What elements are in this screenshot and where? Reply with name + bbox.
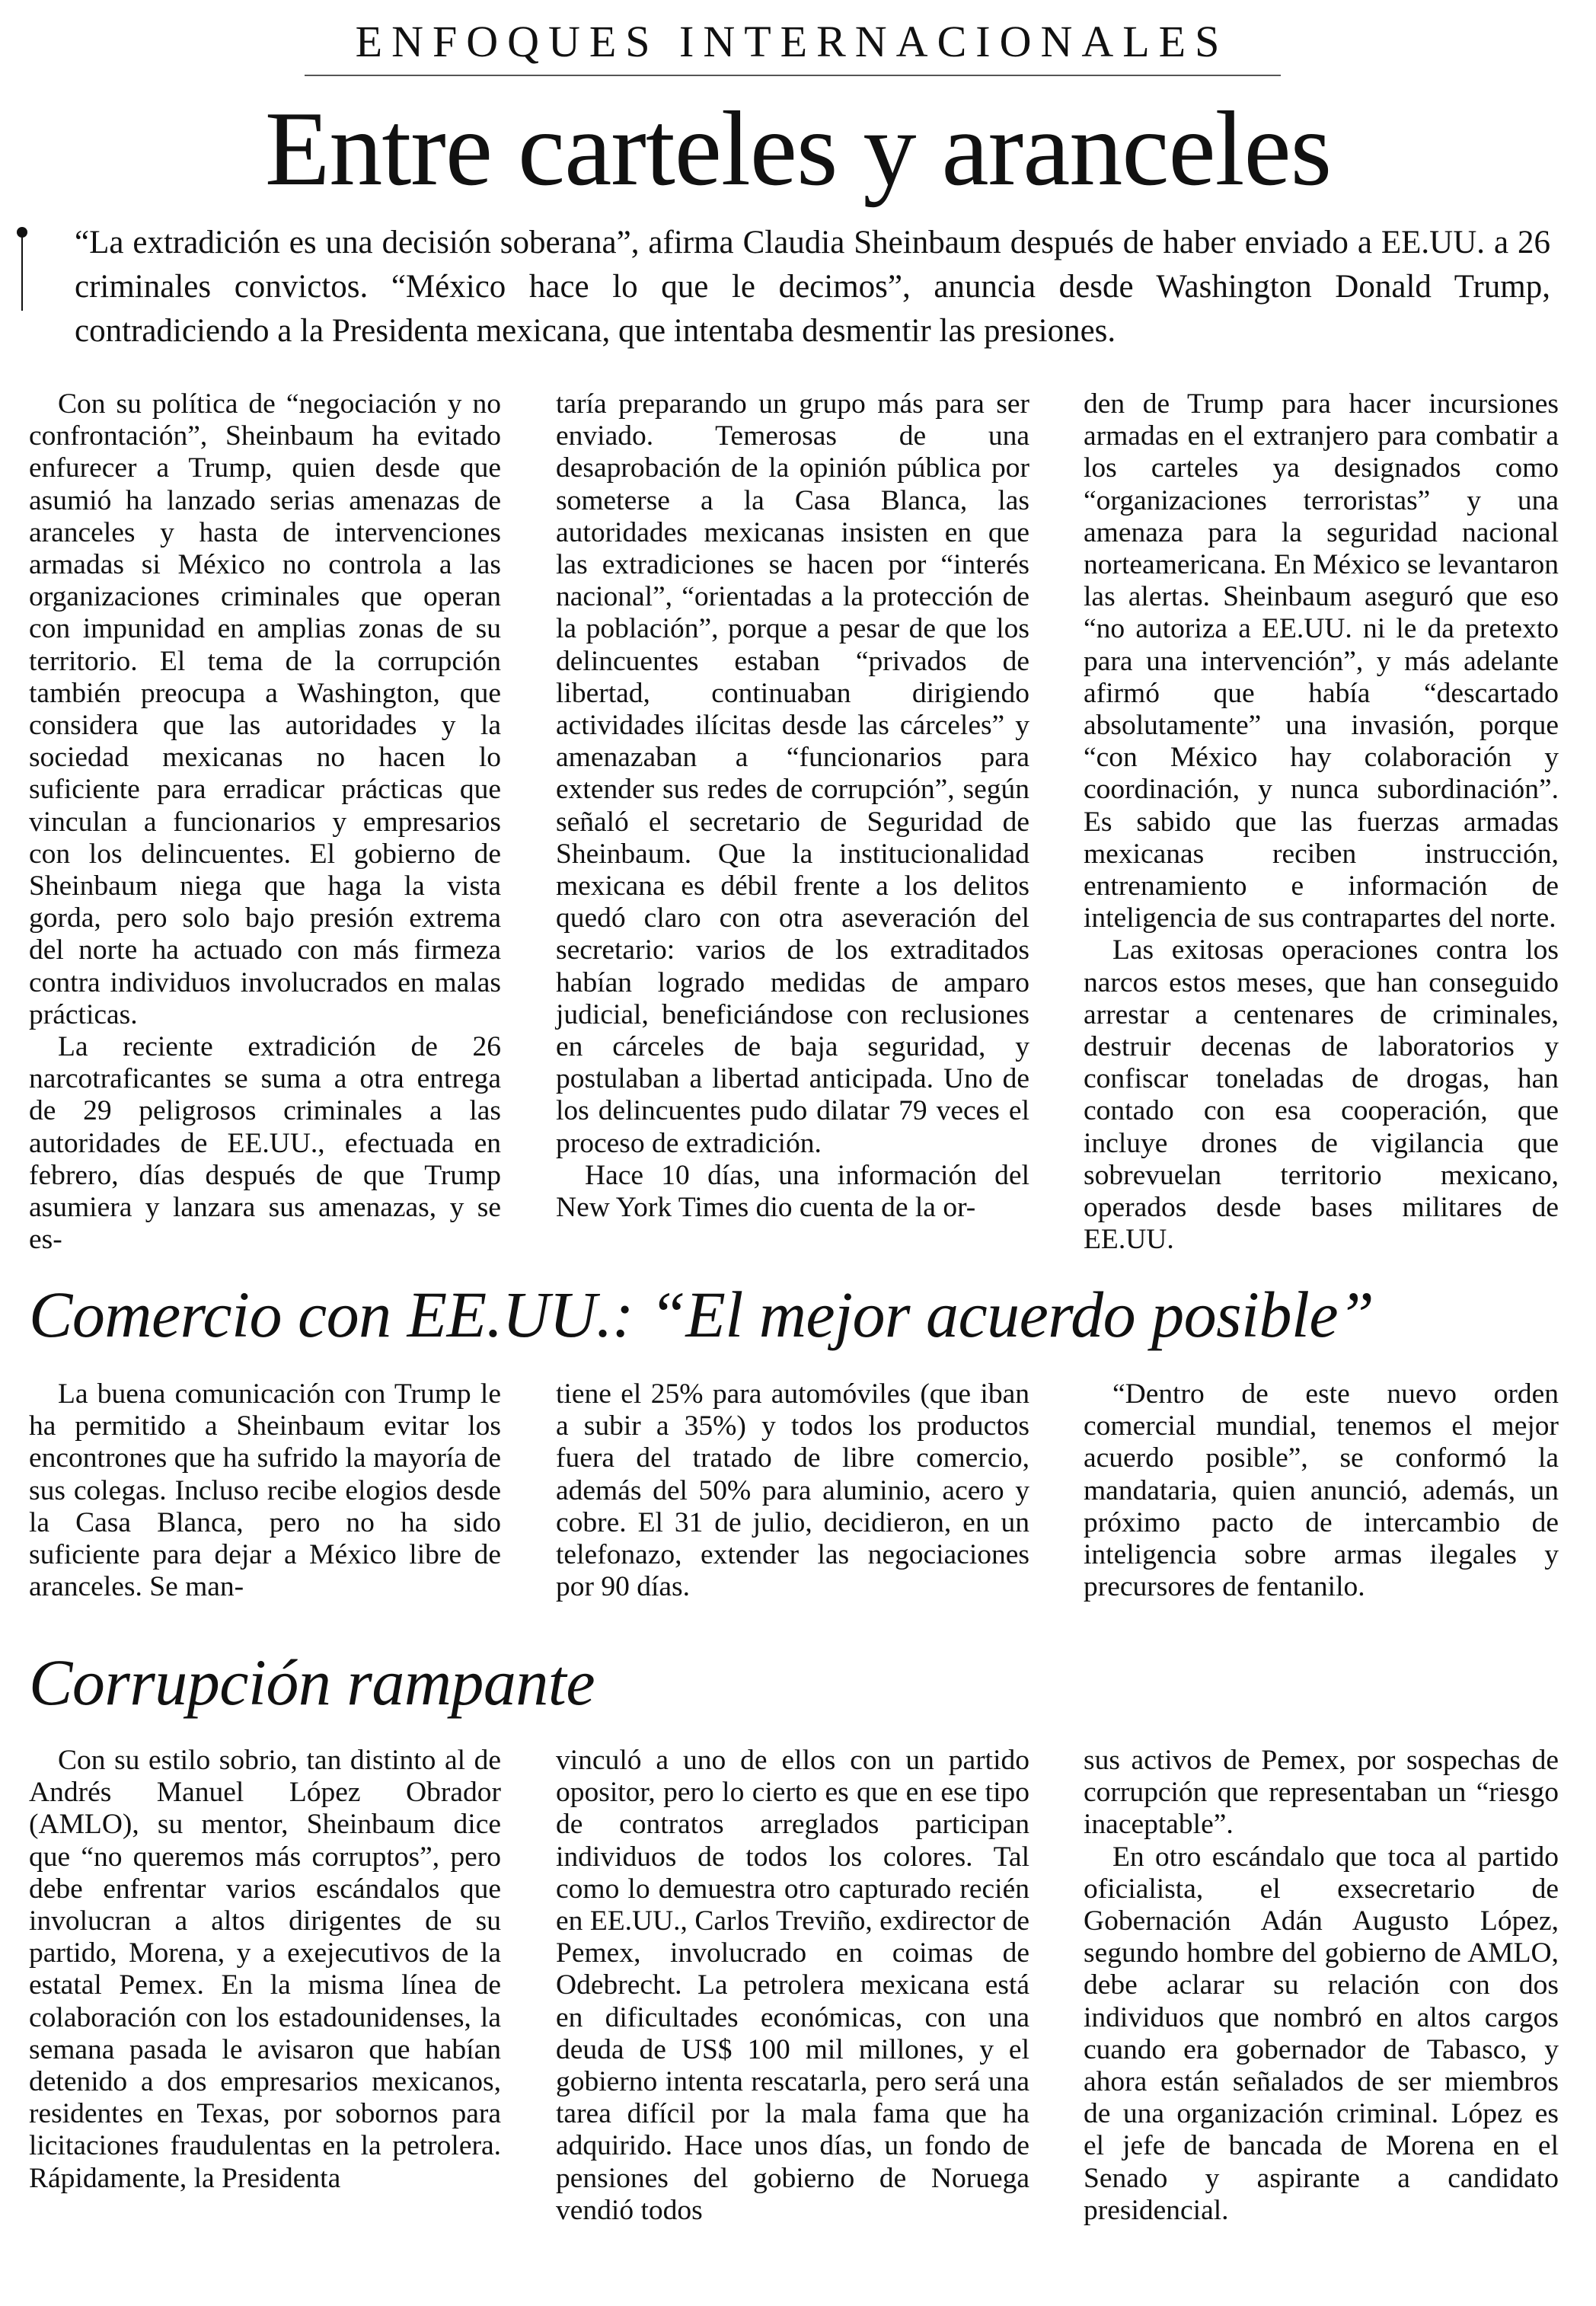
body-paragraph: La buena comunicación con Trump le ha permitido a Sheinbaum evitar los encontrones que ha sufrido la mayoría de sus colegas. Incluso recibe elogios desde la Casa Blanca, pero no ha sido suficiente para dejar a México libre de aranceles. Se man- — [29, 1378, 501, 1603]
body-paragraph: Las exitosas operaciones contra los narcos estos meses, que han conseguido arrestar a centenares de criminales, destruir decenas de laboratorios y confiscar toneladas de drogas, han contado con esa cooperación, que incluye drones de vigilancia que sobrevuelan territorio mexicano, operados desde bases militares de EE.UU. — [1084, 934, 1559, 1256]
lead-marker-icon — [17, 227, 29, 311]
body-paragraph: La reciente extradición de 26 narcotraficantes se suma a otra entrega de 29 peligrosos criminales a las autoridades de EE.UU., efectuada en febrero, días después de que Trump asumiera y lanzara sus amenazas, y se es- — [29, 1031, 501, 1256]
body-paragraph: “Dentro de este nuevo orden comercial mundial, tenemos el mejor acuerdo posible”, se conformó la mandataria, quien anunció, además, un próximo pacto de intercambio de inteligencia sobre armas ilegales y precursores de fentanilo. — [1084, 1378, 1559, 1603]
headline: Entre carteles y aranceles — [264, 90, 1332, 208]
article-column-1 — [29, 388, 501, 1256]
body-paragraph: En otro escándalo que toca al partido oficialista, el exsecretario de Gobernación Adán Augusto López, segundo hombre del gobierno de AMLO, debe aclarar su relación con dos individuos que nombró en altos cargos cuando era gobernador de Tabasco, y ahora están señalados de ser miembros de una organización criminal. López es el jefe de bancada de Morena en el Senado y aspirante a candidato presidencial. — [1084, 1841, 1559, 2226]
body-paragraph: den de Trump para hacer incursiones armadas en el extranjero para combatir a los carteles ya designados como “organizaciones terroristas” y una amenaza para la seguridad nacional norteamericana. En México se levantaron las alertas. Sheinbaum aseguró que eso “no autoriza a EE.UU. ni le da pretexto para una intervención”, y más adelante afirmó que había “descartado absolutamente” una invasión, porque “con México hay colaboración y coordinación, y nunca subordinación”. Es sabido que las fuerzas armadas mexicanas reciben instrucción, entrenamiento e información de inteligencia de sus contrapartes del norte. — [1084, 388, 1559, 934]
article-column-2 — [556, 1378, 1029, 1603]
body-paragraph: sus activos de Pemex, por sospechas de corrupción que representaban un “riesgo inaceptable”. — [1084, 1745, 1559, 1841]
article-column-1 — [29, 1378, 501, 1603]
subheading-trade: Comercio con EE.UU.: “El mejor acuerdo posible” — [29, 1278, 1374, 1351]
body-paragraph: vinculó a uno de ellos con un partido opositor, pero lo cierto es que en ese tipo de contratos arreglados participan individuos de todos los colores. Tal como lo demuestra otro capturado recién en EE.UU., Carlos Treviño, exdirector de Pemex, involucrado en coimas de Odebrecht. La petrolera mexicana está en dificultades económicas, con una deuda de US$ 100 mil millones, y el gobierno intenta rescatarla, pero será una tarea difícil por la mala fama que ha adquirido. Hace unos días, un fondo de pensiones del gobierno de Noruega vendió todos — [556, 1745, 1029, 2226]
body-paragraph: taría preparando un grupo más para ser enviado. Temerosas de una desaprobación de la opinión pública por someterse a la Casa Blanca, las autoridades mexicanas insisten en que las extradiciones se hacen por “interés nacional”, “orientadas a la protección de la población”, porque a pesar de que los delincuentes estaban “privados de libertad, continuaban dirigiendo actividades ilícitas desde las cárceles” y amenazaban a “funcionarios para extender sus redes de corrupción”, según señaló el secretario de Seguridad de Sheinbaum. Que la institucionalidad mexicana es débil frente a los delitos quedó claro con otra aseveración del secretario: varios de los extraditados habían logrado medidas de amparo judicial, beneficiándose con reclusiones en cárceles de baja seguridad, y postulaban a libertad anticipada. Uno de los delincuentes pudo dilatar 79 veces el proceso de extradición. — [556, 388, 1029, 1159]
body-paragraph: Hace 10 días, una información del New York Times dio cuenta de la or- — [556, 1159, 1029, 1224]
article-column-2 — [556, 1745, 1029, 2227]
article-column-1 — [29, 1745, 501, 2195]
article-column-3 — [1084, 1745, 1559, 2227]
article-column-3 — [1084, 388, 1559, 1256]
lead-paragraph: “La extradición es una decisión soberana”, afirma Claudia Sheinbaum después de haber enviado a EE.UU. a 26 criminales convictos. “México hace lo que le decimos”, anuncia desde Washington Donald Trump, contradiciendo a la Presidenta mexicana, que intentaba desmentir las presiones. — [75, 225, 1550, 349]
section-rule — [305, 75, 1281, 76]
section-label: ENFOQUES INTERNACIONALES — [355, 17, 1229, 66]
article-column-3 — [1084, 1378, 1559, 1603]
body-paragraph: tiene el 25% para automóviles (que iban a subir a 35%) y todos los productos fuera del tratado de libre comercio, además del 50% para aluminio, acero y cobre. El 31 de julio, decidieron, en un telefonazo, extender las negociaciones por 90 días. — [556, 1378, 1029, 1603]
body-paragraph: Con su política de “negociación y no confrontación”, Sheinbaum ha evitado enfurecer a Trump, quien desde que asumió ha lanzado serias amenazas de aranceles y hasta de intervenciones armadas si México no controla a las organizaciones criminales que operan con impunidad en amplias zonas de su territorio. El tema de la corrupción también preocupa a Washington, que considera que las autoridades y la sociedad mexicanas no hacen lo suficiente para erradicar prácticas que vinculan a funcionarios y empresarios con los delincuentes. El gobierno de Sheinbaum niega que haga la vista gorda, pero solo bajo presión extrema del norte ha actuado con más firmeza contra individuos involucrados en malas prácticas. — [29, 388, 501, 1030]
article-column-2 — [556, 388, 1029, 1224]
subheading-corruption: Corrupción rampante — [29, 1646, 595, 1719]
body-paragraph: Con su estilo sobrio, tan distinto al de Andrés Manuel López Obrador (AMLO), su mentor, Sheinbaum dice que “no queremos más corruptos”, pero debe enfrentar varios escándalos que involucran a altos dirigentes de su partido, Morena, y a exejecutivos de la estatal Pemex. En la misma línea de colaboración con los estadounidenses, la semana pasada le avisaron que habían detenido a dos empresarios mexicanos, residentes en Texas, por sobornos para licitaciones fraudulentas en la petrolera. Rápidamente, la Presidenta — [29, 1745, 501, 2194]
